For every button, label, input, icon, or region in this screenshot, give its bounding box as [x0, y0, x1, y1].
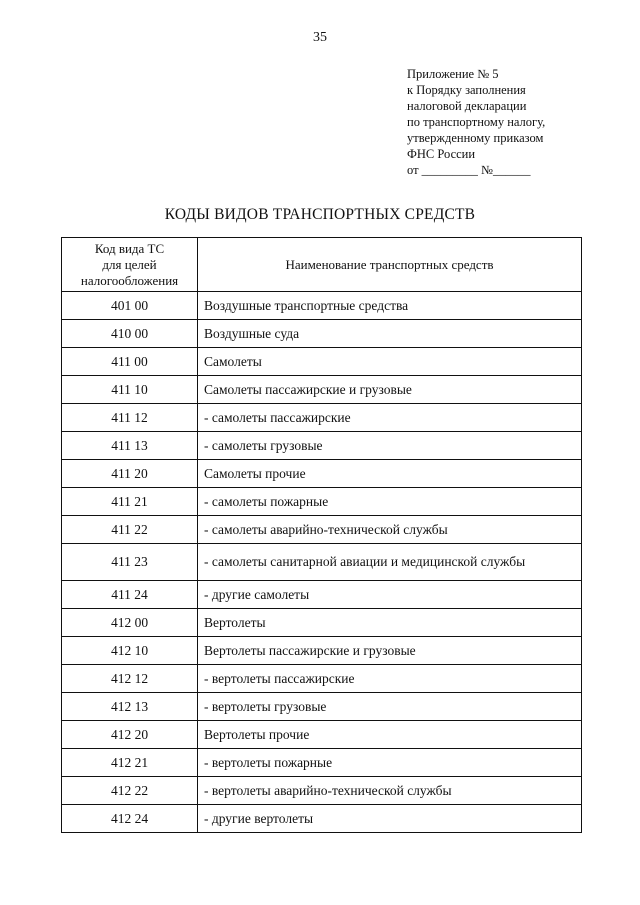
vehicle-code-cell: 411 21 [62, 488, 198, 516]
appendix-note [407, 66, 545, 178]
table-row [62, 348, 582, 376]
vehicle-name-cell: Воздушные суда [198, 320, 582, 348]
table-row [62, 320, 582, 348]
table-row [62, 376, 582, 404]
vehicle-code-cell: 411 12 [62, 404, 198, 432]
vehicle-name-cell: Самолеты пассажирские и грузовые [198, 376, 582, 404]
vehicle-code-cell: 411 20 [62, 460, 198, 488]
appendix-line: ФНС России [407, 147, 476, 161]
table-row [62, 292, 582, 320]
vehicle-name-cell: Вертолеты пассажирские и грузовые [198, 637, 582, 665]
vehicle-name-cell: - самолеты грузовые [198, 432, 582, 460]
vehicle-name-cell: - самолеты пожарные [198, 488, 582, 516]
vehicle-name-cell: Вертолеты [198, 609, 582, 637]
vehicle-name-cell: - вертолеты аварийно-технической службы [198, 777, 582, 805]
vehicle-code-cell: 401 00 [62, 292, 198, 320]
vehicle-code-cell: 411 24 [62, 581, 198, 609]
vehicle-code-cell: 412 00 [62, 609, 198, 637]
vehicle-name-cell: - самолеты пассажирские [198, 404, 582, 432]
vehicle-name-cell: Воздушные транспортные средства [198, 292, 582, 320]
column-header-code [62, 238, 198, 292]
table-row [62, 404, 582, 432]
column-header-code-line: для целей [102, 256, 157, 272]
vehicle-name-cell: - самолеты санитарной авиации и медицинской службы [198, 544, 582, 581]
vehicle-code-cell: 412 12 [62, 665, 198, 693]
vehicle-name-cell: - самолеты аварийно-технической службы [198, 516, 582, 544]
table-row [62, 637, 582, 665]
vehicle-code-cell: 411 13 [62, 432, 198, 460]
vehicle-code-cell: 412 24 [62, 805, 198, 833]
column-header-code-line: Код вида ТС [94, 240, 165, 256]
appendix-line: Приложение № 5 [407, 67, 499, 81]
appendix-line: от _________ №______ [407, 163, 531, 177]
table-row [62, 749, 582, 777]
appendix-line: утвержденному приказом [407, 131, 544, 145]
table-row [62, 777, 582, 805]
vehicle-code-cell: 412 21 [62, 749, 198, 777]
vehicle-name-cell: Самолеты прочие [198, 460, 582, 488]
vehicle-code-cell: 411 00 [62, 348, 198, 376]
vehicle-code-cell: 410 00 [62, 320, 198, 348]
vehicle-code-cell: 412 20 [62, 721, 198, 749]
table-header-row [62, 238, 582, 292]
table-row [62, 581, 582, 609]
vehicle-name-cell: - другие самолеты [198, 581, 582, 609]
vehicle-name-cell: - вертолеты пассажирские [198, 665, 582, 693]
appendix-line: налоговой декларации [407, 99, 527, 113]
vehicle-code-cell: 412 10 [62, 637, 198, 665]
appendix-line: по транспортному налогу, [407, 115, 546, 129]
table-row [62, 460, 582, 488]
vehicle-codes-table [61, 237, 582, 833]
vehicle-name-cell: - вертолеты пожарные [198, 749, 582, 777]
table-row [62, 432, 582, 460]
document-title: КОДЫ ВИДОВ ТРАНСПОРТНЫХ СРЕДСТВ [164, 206, 476, 223]
vehicle-code-cell: 412 13 [62, 693, 198, 721]
table-row [62, 805, 582, 833]
table-row [62, 488, 582, 516]
vehicle-code-cell: 411 10 [62, 376, 198, 404]
vehicle-name-cell: - вертолеты грузовые [198, 693, 582, 721]
vehicle-code-cell: 412 22 [62, 777, 198, 805]
table-row [62, 516, 582, 544]
table-row [62, 544, 582, 581]
table-row [62, 693, 582, 721]
table-row [62, 665, 582, 693]
vehicle-name-cell: Вертолеты прочие [198, 721, 582, 749]
page-number: 35 [313, 30, 327, 45]
column-header-name: Наименование транспортных средств [198, 238, 582, 292]
vehicle-name-cell: Самолеты [198, 348, 582, 376]
appendix-line: к Порядку заполнения [407, 83, 526, 97]
table-row [62, 721, 582, 749]
vehicle-code-cell: 411 22 [62, 516, 198, 544]
table-row [62, 609, 582, 637]
vehicle-code-cell: 411 23 [62, 544, 198, 581]
column-header-code-line: налогообложения [80, 272, 179, 288]
table-body [62, 292, 582, 833]
vehicle-name-cell: - другие вертолеты [198, 805, 582, 833]
